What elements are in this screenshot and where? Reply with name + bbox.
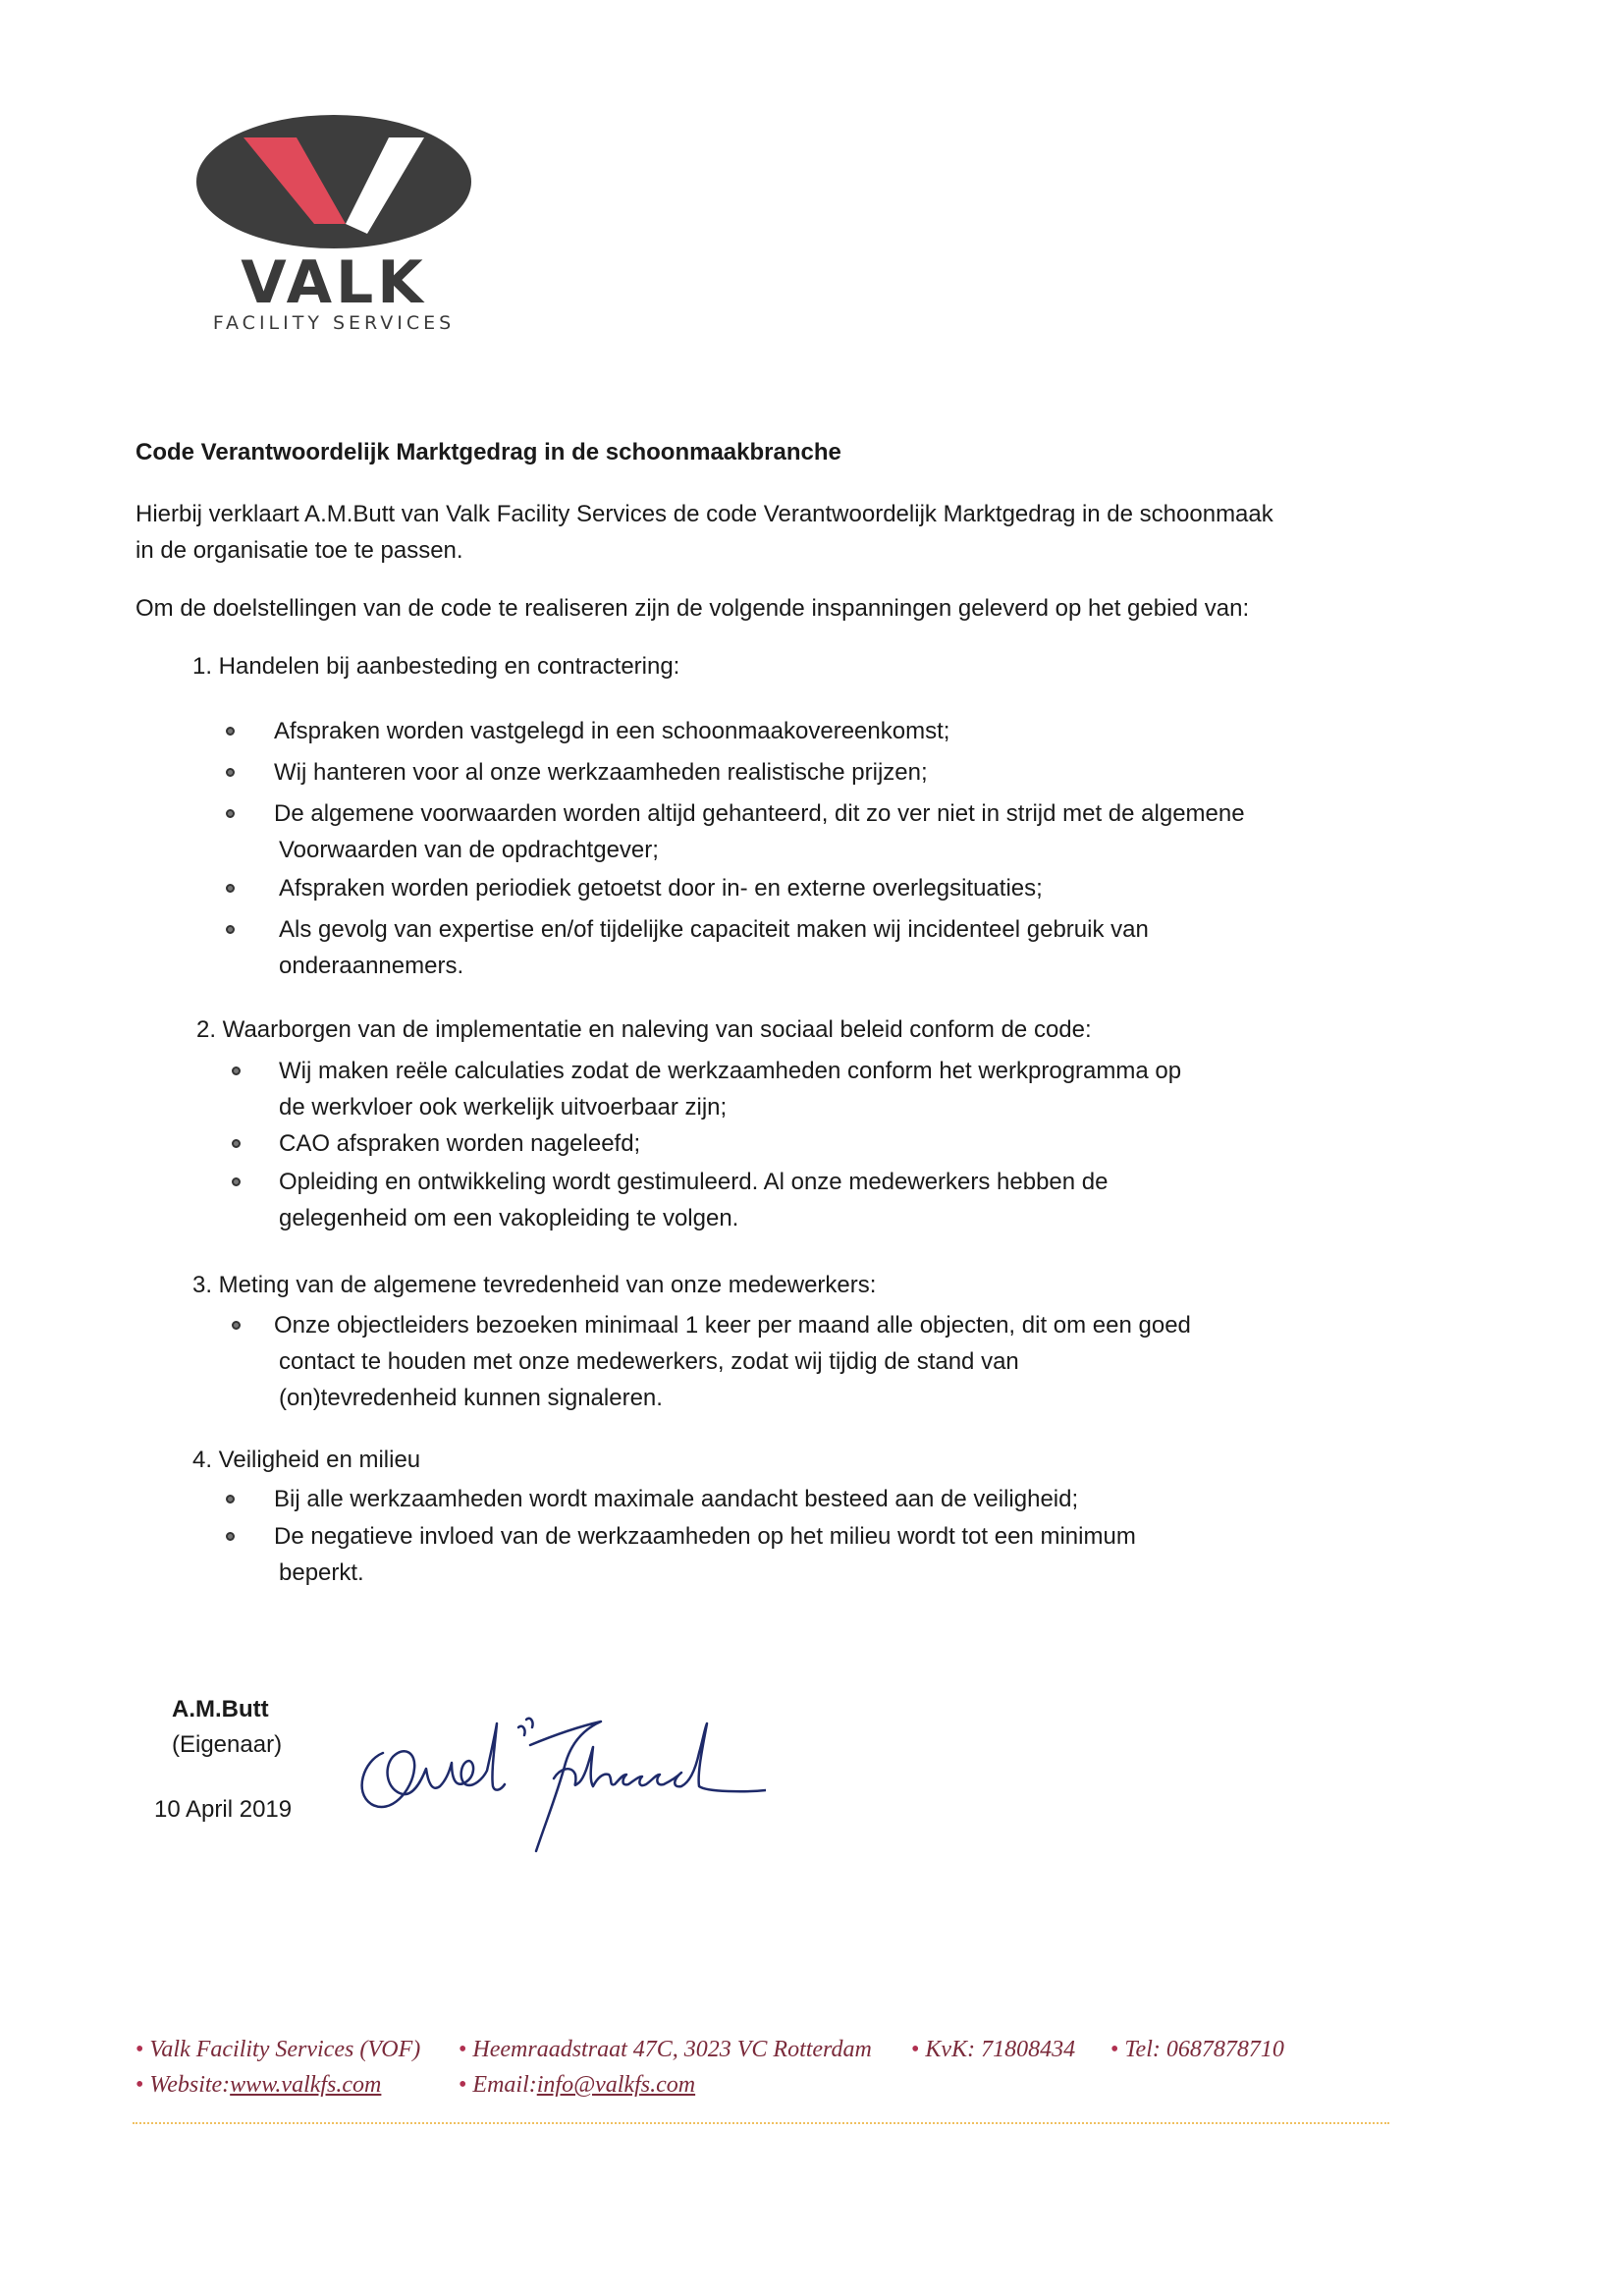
list-item: Afspraken worden vastgelegd in een schoonmaakovereenkomst; [274,718,950,744]
footer-bullet-icon: • [1110,2037,1119,2062]
footer-divider [133,2122,1389,2124]
section-2-title: 2. Waarborgen van de implementatie en naleving van sociaal beleid conform de code: [196,1016,1092,1043]
intro-line-2: in de organisatie toe te passen. [135,537,463,564]
footer-address: • Heemraadstraat 47C, 3023 VC Rotterdam [459,2037,872,2062]
section-3-title: 3. Meting van de algemene tevredenheid van onze medewerkers: [192,1272,877,1298]
footer-bullet-icon: • [911,2037,920,2062]
bullet-icon [226,925,235,934]
list-item: De negatieve invloed van de werkzaamheden op het milieu wordt tot een minimum beperkt. [274,1523,1136,1586]
footer-bullet-icon: • [459,2037,467,2062]
signatory-role: (Eigenaar) [172,1731,283,1758]
logo-ellipse [196,115,471,248]
logo-wordmark: VALK [241,248,427,317]
signature-date: 10 April 2019 [154,1796,293,1823]
list-item: Opleiding en ontwikkeling wordt gestimuleerd. Al onze medewerkers hebben de gelegenheid om een vakopleiding te volgen. [279,1169,1109,1231]
footer-company: • Valk Facility Services (VOF) [135,2037,421,2062]
document-heading: Code Verantwoordelijk Marktgedrag in de schoonmaakbranche [135,439,841,465]
list-item: Wij hanteren voor al onze werkzaamheden realistische prijzen; [274,759,928,786]
footer-kvk: • KvK: 71808434 [911,2037,1076,2062]
section-4-title: 4. Veiligheid en milieu [192,1447,421,1473]
handwritten-signature [344,1684,766,1861]
footer-tel: • Tel: 0687878710 [1110,2037,1284,2062]
bullet-icon [226,884,235,893]
list-item: Wij maken reële calculaties zodat de werkzaamheden conform het werkprogramma op de werkvloer ook werkelijk uitvoerbaar zijn; [279,1058,1182,1121]
bullet-icon [226,809,235,818]
signatory-name: A.M.Butt [172,1696,269,1722]
email-link[interactable]: info@valkfs.com [536,2072,696,2098]
lead-paragraph: Om de doelstellingen van de code te realiseren zijn de volgende inspanningen geleverd op het gebied van: [135,595,1250,622]
list-item: De algemene voorwaarden worden altijd gehanteerd, dit zo ver niet in strijd met de algemene Voorwaarden van de opdrachtgever; [274,800,1245,863]
bullet-icon [226,768,235,777]
list-item: Afspraken worden periodiek getoetst door in- en externe overlegsituaties; [279,875,1043,902]
list-item: Bij alle werkzaamheden wordt maximale aandacht besteed aan de veiligheid; [274,1486,1079,1512]
footer-bullet-icon: • [135,2037,144,2062]
section-1-title: 1. Handelen bij aanbesteding en contractering: [192,653,680,680]
bullet-icon [232,1177,241,1186]
logo-subtitle: FACILITY SERVICES [212,312,456,334]
bullet-icon [226,1532,235,1541]
bullet-icon [232,1066,241,1075]
footer-bullet-icon: • [135,2072,144,2098]
list-item: Onze objectleiders bezoeken minimaal 1 keer per maand alle objecten, dit om een goed contact te houden met onze medewerkers, zodat wij tijdig de stand van (on)tevredenheid kunnen signaleren. [274,1312,1191,1411]
intro-line-1: Hierbij verklaart A.M.Butt van Valk Facility Services de code Verantwoordelijk Marktgedrag in de schoonmaak [135,501,1273,527]
footer-website: • Website:www.valkfs.com [135,2072,382,2098]
signature-graphic [344,1684,766,1856]
list-item: CAO afspraken worden nageleefd; [279,1130,641,1157]
bullet-icon [226,727,235,736]
list-item: Als gevolg van expertise en/of tijdelijke capaciteit maken wij incidenteel gebruik van onderaannemers. [279,916,1149,979]
bullet-icon [232,1139,241,1148]
website-link[interactable]: www.valkfs.com [230,2072,382,2098]
footer-bullet-icon: • [459,2072,467,2098]
company-logo [187,108,481,344]
bullet-icon [226,1495,235,1503]
bullet-icon [232,1321,241,1330]
intro-paragraph [135,496,1432,569]
footer-email: • Email:info@valkfs.com [459,2072,696,2098]
logo-emblem [187,108,481,255]
